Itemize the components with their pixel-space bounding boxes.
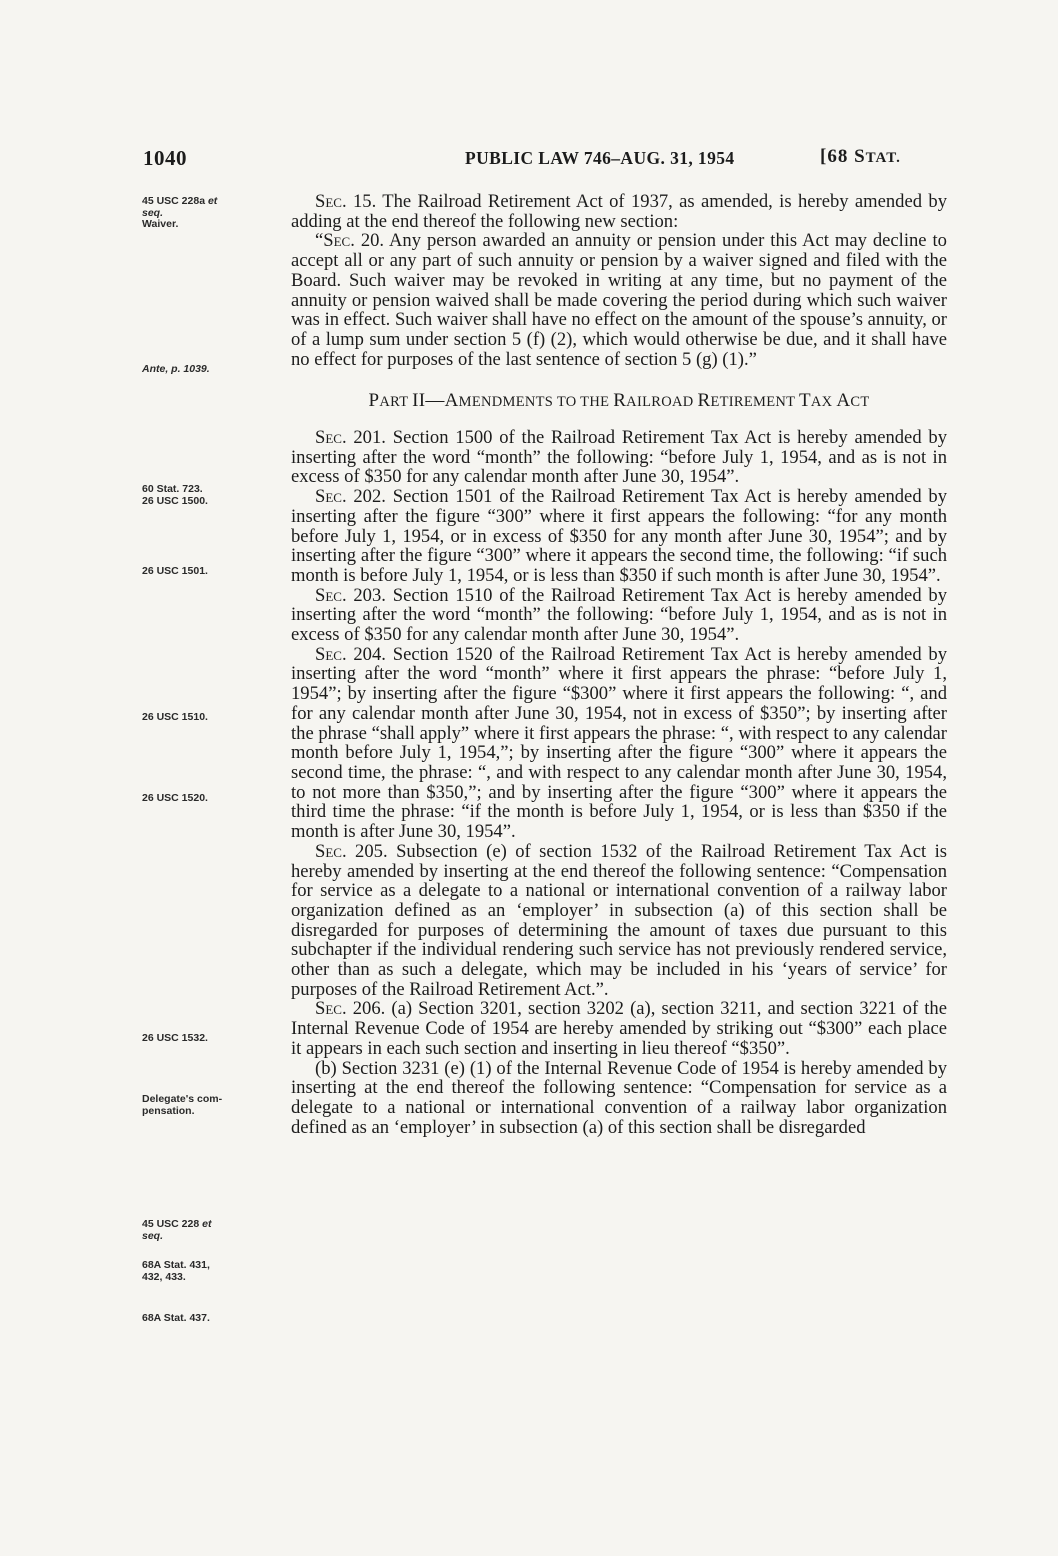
section-label: Sec. 201.	[315, 427, 386, 449]
section-label: Sec. 202.	[315, 486, 386, 508]
margin-note-26usc1501: 26 USC 1501.	[142, 565, 208, 577]
margin-note-26usc1532: 26 USC 1532.	[142, 1032, 208, 1044]
margin-note-68astat437: 68A Stat. 437.	[142, 1312, 210, 1324]
margin-note-26usc1510: 26 USC 1510.	[142, 711, 208, 723]
heading-letter: R	[697, 390, 711, 412]
heading-letter: T	[798, 390, 811, 412]
margin-note-26usc1520: 26 USC 1520.	[142, 792, 208, 804]
heading-text: ETIREMENT	[710, 394, 799, 411]
heading-letter: P	[368, 390, 380, 412]
margin-note-45usc228	[142, 1219, 282, 1242]
volume-reference	[820, 146, 901, 168]
section-text: The Railroad Retirement Act of 1937, as amended, is hereby amended by adding at the end thereof the following new section:	[291, 191, 947, 232]
heading-text: CT	[850, 394, 870, 411]
section-label: Sec. 205.	[315, 840, 388, 862]
heading-text: AILROAD	[626, 394, 698, 411]
margin-note-text: 45 USC 228	[142, 1218, 203, 1230]
section-label: Sec. 15.	[315, 191, 377, 212]
running-title: PUBLIC LAW 746–AUG. 31, 1954	[465, 148, 735, 168]
heading-text: MENDMENTS TO THE	[458, 394, 614, 411]
section-label: Sec. 203.	[315, 584, 386, 606]
section-text: Section 1500 of the Railroad Retirement Tax Act is hereby amended by inserting after the word “month” the following: “before July 1, 1954, and as is not in excess of $350 for any calendar month after June 30, 1954”.	[291, 427, 947, 488]
section-201	[291, 428, 947, 487]
section-label: Sec. 206.	[315, 998, 386, 1020]
heading-letter: II—A	[412, 390, 459, 412]
margin-note-waiver: Waiver.	[142, 218, 179, 230]
section-label: Sec. 204.	[315, 643, 386, 665]
section-206b	[291, 1059, 947, 1138]
section-text: Section 1520 of the Railroad Retirement Tax Act is hereby amended by inserting after the word “month” where it first appears the phrase: “before July 1, 1954”; by inserting after the figure “$300” where it first appears the following: “, and for any calendar month after June 30, 1954, not in excess of $350”; by inserting after the phrase “shall apply” where it first appears the phrase: “, with respect to any calendar month before July 1, 1954,”; by inserting after the figure “300” where it appears the second time, the phrase: “, and with respect to any calendar month after June 30, 1954, to not more than $350,”; and by inserting after the figure “300” where it appears the third time the phrase: “if the month is before July 1, 1954, or is less than $350 if the month is after June 30, 1954”.	[291, 643, 947, 843]
section-202	[291, 487, 947, 586]
margin-note-text: et	[202, 1218, 212, 1230]
section-text: Subsection (e) of section 1532 of the Railroad Retirement Tax Act is hereby amended by inserting at the end thereof the following sentence: “Compensation for service as a delegate to a national or international convention of a railway labor organization defined as an ‘employer’ in subsection (a) of this section shall be disregarded for purposes of determining the amount of taxes due pursuant to this subchapter if the individual rendering such service has not previously rendered service, other than as such a delegate, which may be included in his ‘years of service’ for purposes of the Railroad Retirement Act.”.	[291, 840, 947, 1000]
margin-note-delegates-compensation: Delegate's com- pensation.	[142, 1093, 223, 1117]
volume-prefix: [68 S	[820, 146, 866, 167]
margin-note-text: et	[207, 195, 218, 207]
heading-text: AX	[810, 394, 837, 411]
margin-note-60stat: 60 Stat. 723. 26 USC 1500.	[142, 483, 208, 507]
margin-note-45usc228a	[142, 196, 282, 219]
section-203	[291, 586, 947, 645]
section-label: “Sec. 20.	[315, 230, 385, 252]
heading-letter: A	[836, 390, 851, 412]
section-15	[291, 192, 947, 231]
section-204	[291, 645, 947, 842]
section-text: (b) Section 3231 (e) (1) of the Internal Revenue Code of 1954 is hereby amended by inserting at the end thereof the following sentence: “Compensation for service as a delegate to a national or international convention of a railway labor organization defined as an ‘employer’ in subsection (a) of this section shall be disregarded	[291, 1057, 947, 1138]
margin-note-ante: Ante, p. 1039.	[142, 363, 210, 375]
heading-text: ART	[379, 394, 413, 411]
margin-note-text: seq.	[142, 206, 164, 219]
margin-note-text: 45 USC 228a	[142, 195, 208, 207]
page-number: 1040	[143, 146, 187, 170]
section-20	[291, 231, 947, 369]
section-text: Section 1510 of the Railroad Retirement Tax Act is hereby amended by inserting after the word “month” the following: “before July 1, 1954, and as is not in excess of $350 for any calendar month after June 30, 1954”.	[291, 584, 947, 646]
margin-note-text: seq.	[142, 1229, 164, 1242]
section-205	[291, 842, 947, 1000]
part-heading	[291, 391, 947, 413]
volume-suffix: TAT.	[865, 150, 901, 166]
section-text: Section 1501 of the Railroad Retirement Tax Act is hereby amended by inserting after the figure “300” where it first appears the following: “for any month before July 1, 1954, or in excess of $350 for any month after June 30, 1954”; and by inserting after the figure “300” where it appears the second time, the following: “if such month is before July 1, 1954, or is less than $350 if such month is after June 30, 1954”.	[291, 486, 947, 586]
section-text: Any person awarded an annuity or pension under this Act may decline to accept all or any part of such annuity or pension by a waiver signed and filed with the Board. Such waiver may be revoked in writing at any time, but no payment of the annuity or pension waived shall be made covering the period during which such waiver was in effect. Such waiver shall have no effect on the amount of the spouse’s annuity, or of a lump sum under section 5 (f) (2), which would otherwise be due, and it shall have no effect for purposes of the last sentence of section 5 (g) (1).”	[291, 230, 947, 370]
heading-letter: R	[613, 390, 627, 412]
section-206a	[291, 999, 947, 1058]
statute-body	[291, 192, 947, 1137]
margin-note-68astat431: 68A Stat. 431, 432, 433.	[142, 1259, 210, 1283]
section-text: (a) Section 3201, section 3202 (a), section 3211, and section 3221 of the Internal Revenue Code of 1954 are hereby amended by striking out “$300” each place it appears in each such section and inserting in lieu thereof “$350”.	[291, 998, 947, 1059]
